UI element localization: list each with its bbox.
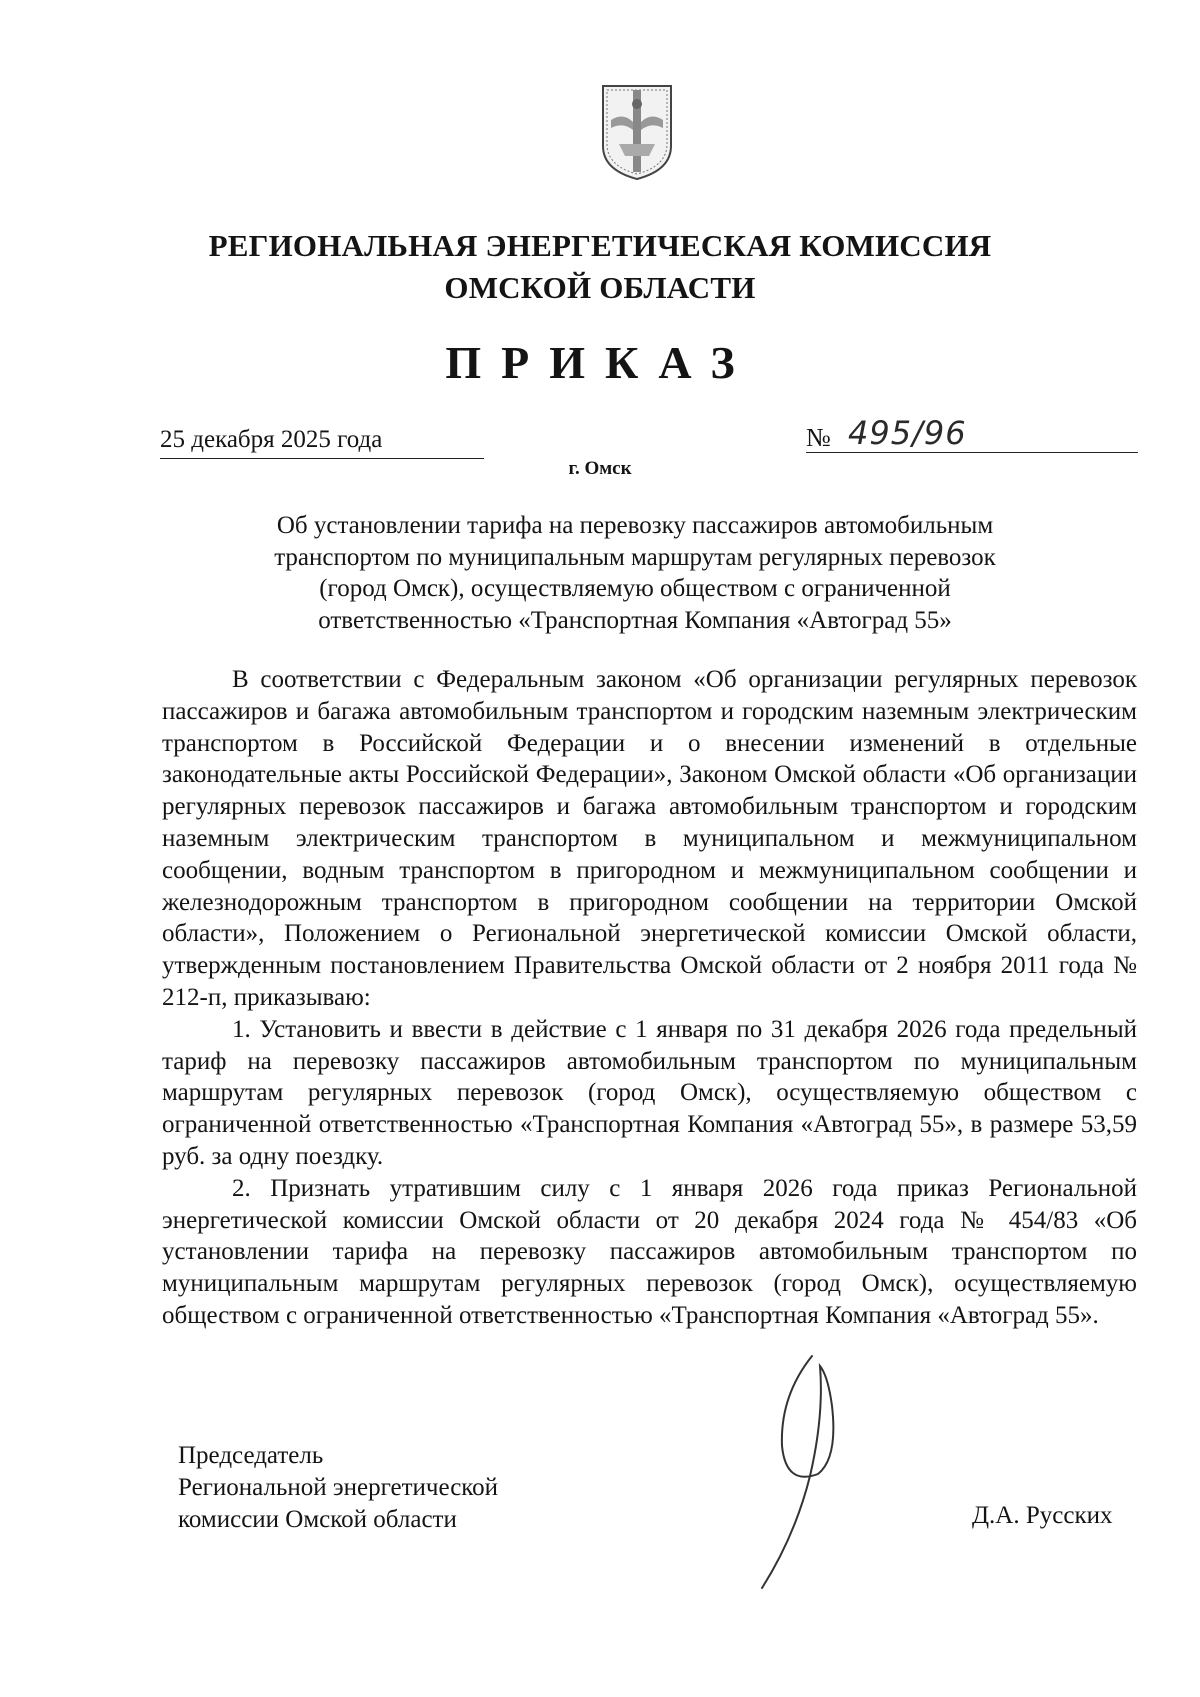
handwritten-signature [740,1336,870,1596]
order-number-handwritten: 495/96 [848,414,967,452]
position-line: комиссии Омской области [178,1506,457,1533]
signatory-name: Д.А. Русских [972,1502,1113,1529]
omsk-coat-of-arms-icon [599,82,675,182]
subject-line: (город Омск), осуществляемую обществом с ограниченной [319,575,951,602]
document-type: ПРИКАЗ [445,337,755,388]
position-line: Председатель [178,1442,324,1469]
preamble-paragraph: В соответствии с Федеральным законом «Об организации регулярных перевозок пассажиров и багажа автомобильным транспортом и городским наземным электрическим транспортом в Российской Федерации и о внесении изменений в отдельные законодательные акты Российской Федерации», Законом Омской области «Об организации регулярных перевозок пассажиров и багажа автомобильным транспортом и городским наземным электрическим транспортом в муниципальном и межмуниципальном сообщении, водным транспортом в пригородном и межмуниципальном сообщении и железнодорожным транспортом в пригородном сообщении на территории Омской области», Положением о Региональной энергетической комиссии Омской области, утвержденным постановлением Правительства Омской области от 2 ноября 2011 года № 212-п, приказываю: [162,666,1137,1011]
signatory-position [178,1440,498,1536]
order-date: 25 декабря 2025 года [160,426,383,453]
position-line: Региональной энергетической [178,1474,499,1501]
number-underline [806,452,1138,453]
order-body [162,664,1137,1332]
order-item-2: 2. Признать утратившим силу с 1 января 2026 года приказ Региональной энергетической комиссии Омской области от 20 декабря 2024 года № 454/83 «Об установлении тарифа на перевозку пассажиров автомобильным транспортом по муниципальным маршрутам регулярных перевозок (город Омск), осуществляемую обществом с ограниченной ответственностью «Транспортная Компания «Автоград 55». [162,1174,1137,1329]
subject-line: ответственностью «Транспортная Компания «Автоград 55» [318,606,952,634]
org-name-line2: ОМСКОЙ ОБЛАСТИ [444,270,756,305]
org-name-line1: РЕГИОНАЛЬНАЯ ЭНЕРГЕТИЧЕСКАЯ КОМИССИЯ [208,228,992,263]
order-number-label: № [806,423,831,452]
order-item-1: 1. Установить и ввести в действие с 1 января по 31 декабря 2026 года предельный тариф на перевозку пассажиров автомобильным транспортом по муниципальным маршрутам регулярных перевозок (город Омск), осуществляемую обществом с ограниченной ответственностью «Транспортная Компания «Автоград 55», в размере 53,59 руб. за одну поездку. [162,1015,1137,1170]
order-subject [220,510,1050,636]
city: г. Омск [568,458,632,479]
subject-line: Об установлении тарифа на перевозку пассажиров автомобильным [276,512,994,539]
subject-line: транспортом по муниципальным маршрутам регулярных перевозок [274,543,996,571]
